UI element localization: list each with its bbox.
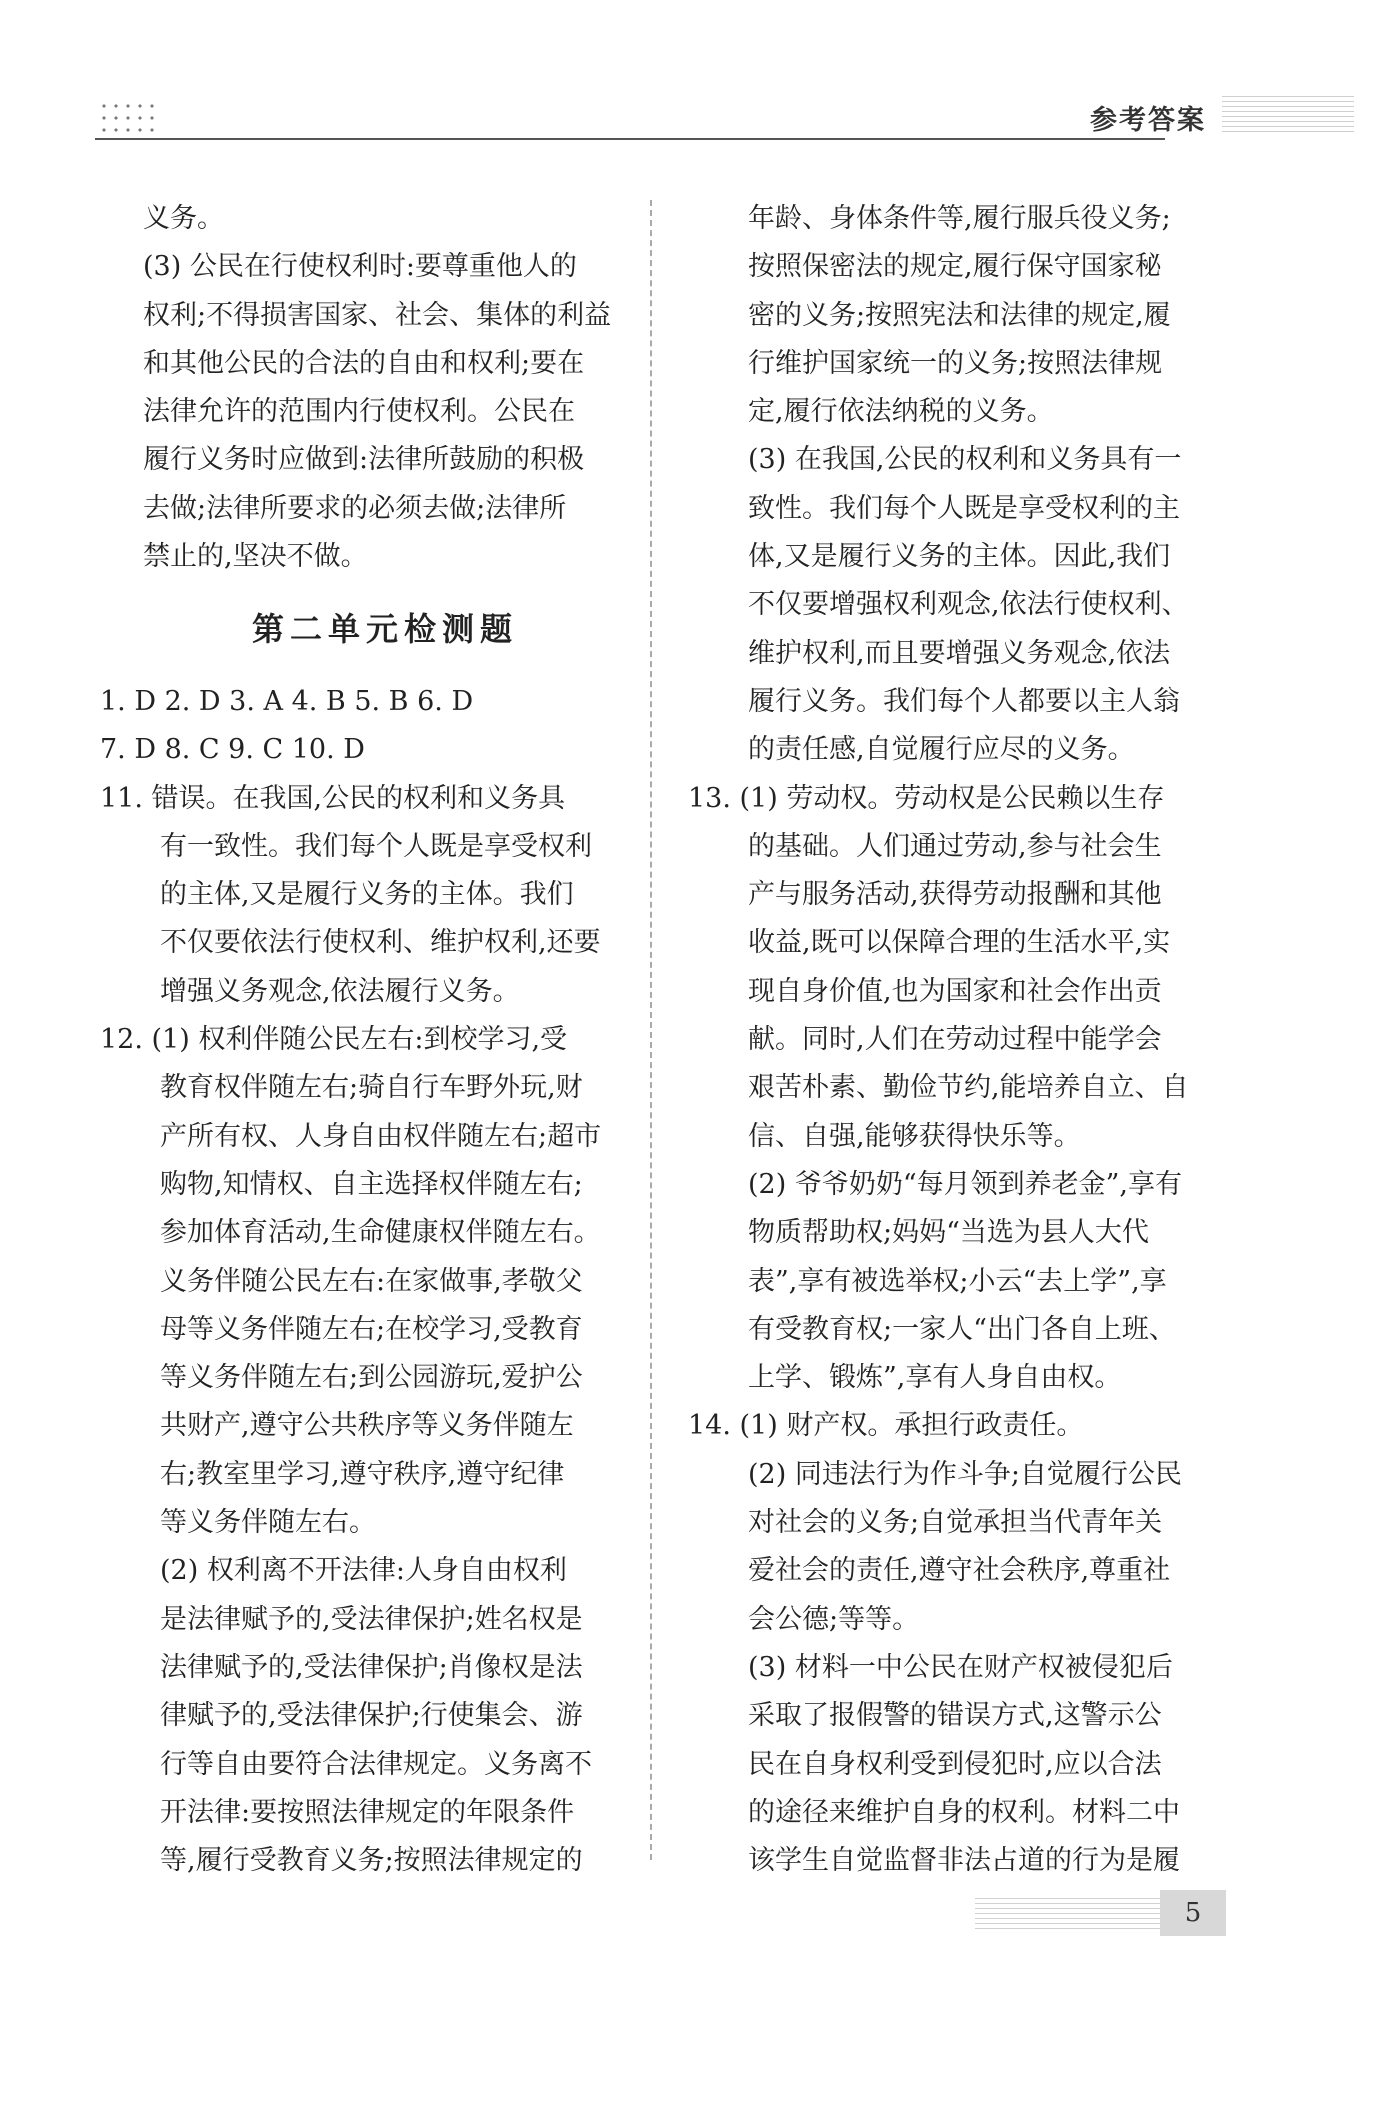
text-line: (2) 同违法行为作斗争;自觉履行公民 — [748, 1458, 1182, 1490]
text-line: 14. (1) 财产权。承担行政责任。 — [688, 1410, 1084, 1442]
text-line: (3) 在我国,公民的权利和义务具有一 — [748, 444, 1182, 476]
text-line: 母等义务伴随左右;在校学习,受教育 — [160, 1313, 583, 1345]
text-line: 的责任感,自觉履行应尽的义务。 — [748, 734, 1135, 766]
text-line: 信、自强,能够获得快乐等。 — [748, 1120, 1081, 1152]
text-line: 义务伴随公民左右:在家做事,孝敬父 — [160, 1265, 583, 1297]
text-line: 年龄、身体条件等,履行服兵役义务; — [748, 203, 1171, 234]
text-line: 不仅要增强权利观念,依法行使权利、 — [748, 589, 1189, 621]
text-line: 有受教育权;一家人“出门各自上班、 — [748, 1313, 1176, 1345]
text-line: 行等自由要符合法律规定。义务离不 — [160, 1748, 592, 1780]
text-line: 艰苦朴素、勤俭节约,能培养自立、自 — [748, 1072, 1189, 1104]
text-line: 和其他公民的合法的自由和权利;要在 — [143, 347, 585, 379]
text-line: 等义务伴随左右。 — [160, 1507, 376, 1539]
text-line: 该学生自觉监督非法占道的行为是履 — [748, 1845, 1180, 1877]
text-line: 致性。我们每个人既是享受权利的主 — [748, 492, 1180, 524]
text-line: 共财产,遵守公共秩序等义务伴随左 — [160, 1410, 574, 1442]
text-line: 参加体育活动,生命健康权伴随左右。 — [160, 1217, 601, 1249]
text-line: 购物,知情权、自主选择权伴随左右; — [160, 1168, 583, 1200]
text-line: 不仅要依法行使权利、维护权利,还要 — [160, 927, 601, 959]
left-column — [100, 195, 630, 1885]
text-line: 物质帮助权;妈妈“当选为县人大代 — [748, 1217, 1149, 1249]
text-line: 采取了报假警的错误方式,这警示公 — [748, 1700, 1162, 1732]
text-line: 7. D 8. C 9. C 10. D — [100, 734, 365, 766]
text-line: 密的义务;按照宪法和法律的规定,履 — [748, 299, 1171, 331]
text-line: 1. D 2. D 3. A 4. B 5. B 6. D — [100, 685, 474, 717]
text-line: 现自身价值,也为国家和社会作出贡 — [748, 975, 1162, 1007]
text-line: 增强义务观念,依法履行义务。 — [160, 975, 520, 1007]
header-rule — [95, 138, 1165, 140]
section-heading: 第二单元检测题 — [251, 610, 518, 649]
right-column-answers — [688, 195, 1228, 1885]
text-line: 履行义务。我们每个人都要以主人翁 — [748, 685, 1180, 717]
left-column-answers — [100, 678, 630, 1885]
text-line: (3) 公民在行使权利时:要尊重他人的 — [143, 251, 577, 283]
text-line: 是法律赋予的,受法律保护;姓名权是 — [160, 1603, 583, 1635]
column-divider — [650, 200, 652, 1860]
text-line: 行维护国家统一的义务;按照法律规 — [748, 347, 1163, 379]
page-number: 5 — [1184, 1898, 1202, 1928]
text-line: 教育权伴随左右;骑自行车野外玩,财 — [160, 1072, 583, 1104]
text-line: 体,又是履行义务的主体。因此,我们 — [748, 541, 1171, 573]
footer-stripe-decoration — [975, 1898, 1160, 1932]
text-line: 按照保密法的规定,履行保守国家秘 — [748, 251, 1162, 283]
text-line: 对社会的义务;自觉承担当代青年关 — [748, 1507, 1163, 1539]
text-line: 11. 错误。在我国,公民的权利和义务具 — [100, 782, 566, 814]
text-line: 有一致性。我们每个人既是享受权利 — [160, 830, 592, 862]
text-line: (2) 权利离不开法律:人身自由权利 — [160, 1555, 567, 1587]
text-line: 禁止的,坚决不做。 — [143, 541, 368, 573]
text-line: 的基础。人们通过劳动,参与社会生 — [748, 830, 1162, 862]
text-line: 13. (1) 劳动权。劳动权是公民赖以生存 — [688, 782, 1165, 814]
text-line: 法律赋予的,受法律保护;肖像权是法 — [160, 1651, 583, 1683]
text-line: 等义务伴随左右;到公园游玩,爱护公 — [160, 1362, 583, 1394]
header-dots-decoration — [98, 100, 158, 134]
text-line: 等,履行受教育义务;按照法律规定的 — [160, 1845, 583, 1877]
text-line: 爱社会的责任,遵守社会秩序,尊重社 — [748, 1555, 1171, 1587]
header-stripe-decoration — [1222, 96, 1354, 132]
right-column — [688, 195, 1228, 1885]
text-line: (2) 爷爷奶奶“每月领到养老金”,享有 — [748, 1168, 1183, 1200]
text-line: 12. (1) 权利伴随公民左右:到校学习,受 — [100, 1024, 568, 1056]
text-line: 产所有权、人身自由权伴随左右;超市 — [160, 1120, 602, 1152]
text-line: 产与服务活动,获得劳动报酬和其他 — [748, 879, 1162, 911]
text-line: 维护权利,而且要增强义务观念,依法 — [748, 637, 1171, 669]
text-line: 献。同时,人们在劳动过程中能学会 — [748, 1024, 1162, 1056]
text-line: 履行义务时应做到:法律所鼓励的积极 — [143, 444, 585, 476]
text-line: 开法律:要按照法律规定的年限条件 — [160, 1796, 575, 1828]
header-title: 参考答案 — [1090, 105, 1206, 136]
text-line: 律赋予的,受法律保护;行使集会、游 — [160, 1700, 583, 1732]
text-line: 去做;法律所要求的必须去做;法律所 — [143, 492, 567, 524]
left-column-intro — [100, 195, 630, 581]
text-line: 民在自身权利受到侵犯时,应以合法 — [748, 1748, 1162, 1780]
text-line: 会公德;等等。 — [748, 1603, 920, 1635]
text-line: 定,履行依法纳税的义务。 — [748, 396, 1054, 428]
text-line: 表”,享有被选举权;小云“去上学”,享 — [748, 1265, 1167, 1297]
text-line: 义务。 — [143, 203, 224, 234]
text-line: (3) 材料一中公民在财产权被侵犯后 — [748, 1651, 1173, 1683]
page-number-box — [1160, 1890, 1226, 1936]
text-line: 权利;不得损害国家、社会、集体的利益 — [143, 299, 612, 331]
text-line: 的途径来维护自身的权利。材料二中 — [748, 1796, 1180, 1828]
text-line: 上学、锻炼”,享有人身自由权。 — [748, 1362, 1122, 1394]
text-line: 右;教室里学习,遵守秩序,遵守纪律 — [160, 1458, 565, 1490]
text-line: 的主体,又是履行义务的主体。我们 — [160, 879, 574, 911]
text-line: 收益,既可以保障合理的生活水平,实 — [748, 927, 1171, 959]
text-line: 法律允许的范围内行使权利。公民在 — [143, 396, 575, 428]
